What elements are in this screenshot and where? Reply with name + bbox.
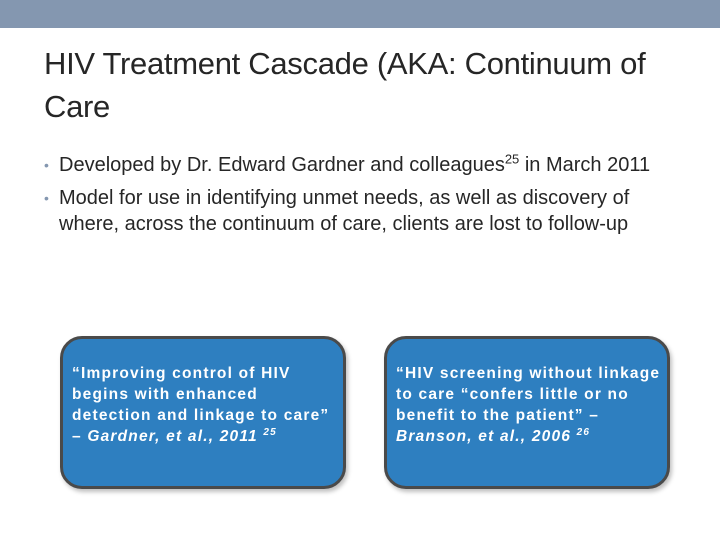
bullet-icon: • (44, 190, 49, 206)
top-accent-bar (0, 0, 720, 28)
bullet-text: Developed by Dr. Edward Gardner and colleagues (59, 154, 505, 176)
bullet-text: Model for use in identifying unmet needs, as well as discovery of where, across the continuum of care, clients are lost to follow-up (59, 187, 630, 235)
quote-body: “HIV screening without linkage to care “confers little or no benefit to the patient” – (396, 365, 661, 424)
quote-reference: 25 (263, 426, 277, 438)
quote-text (396, 363, 664, 447)
bullet-list (44, 152, 684, 244)
bullet-item (44, 185, 684, 237)
quote-text (72, 363, 340, 447)
bullet-item (44, 152, 684, 178)
bullet-text-continued: in March 2011 (519, 154, 651, 176)
quote-box-branson (384, 336, 670, 489)
bullet-superscript: 25 (504, 151, 520, 167)
quote-author: Branson, et al., 2006 (396, 428, 572, 445)
bullet-icon: • (44, 157, 49, 173)
slide-title: HIV Treatment Cascade (AKA: Continuum of Care (44, 46, 646, 124)
quote-body: “Improving control of HIV begins with enhanced detection and linkage to care” – (72, 365, 330, 445)
quote-reference: 26 (576, 426, 591, 438)
quote-box-gardner (60, 336, 346, 489)
quote-author: Gardner, et al., 2011 (87, 428, 258, 445)
